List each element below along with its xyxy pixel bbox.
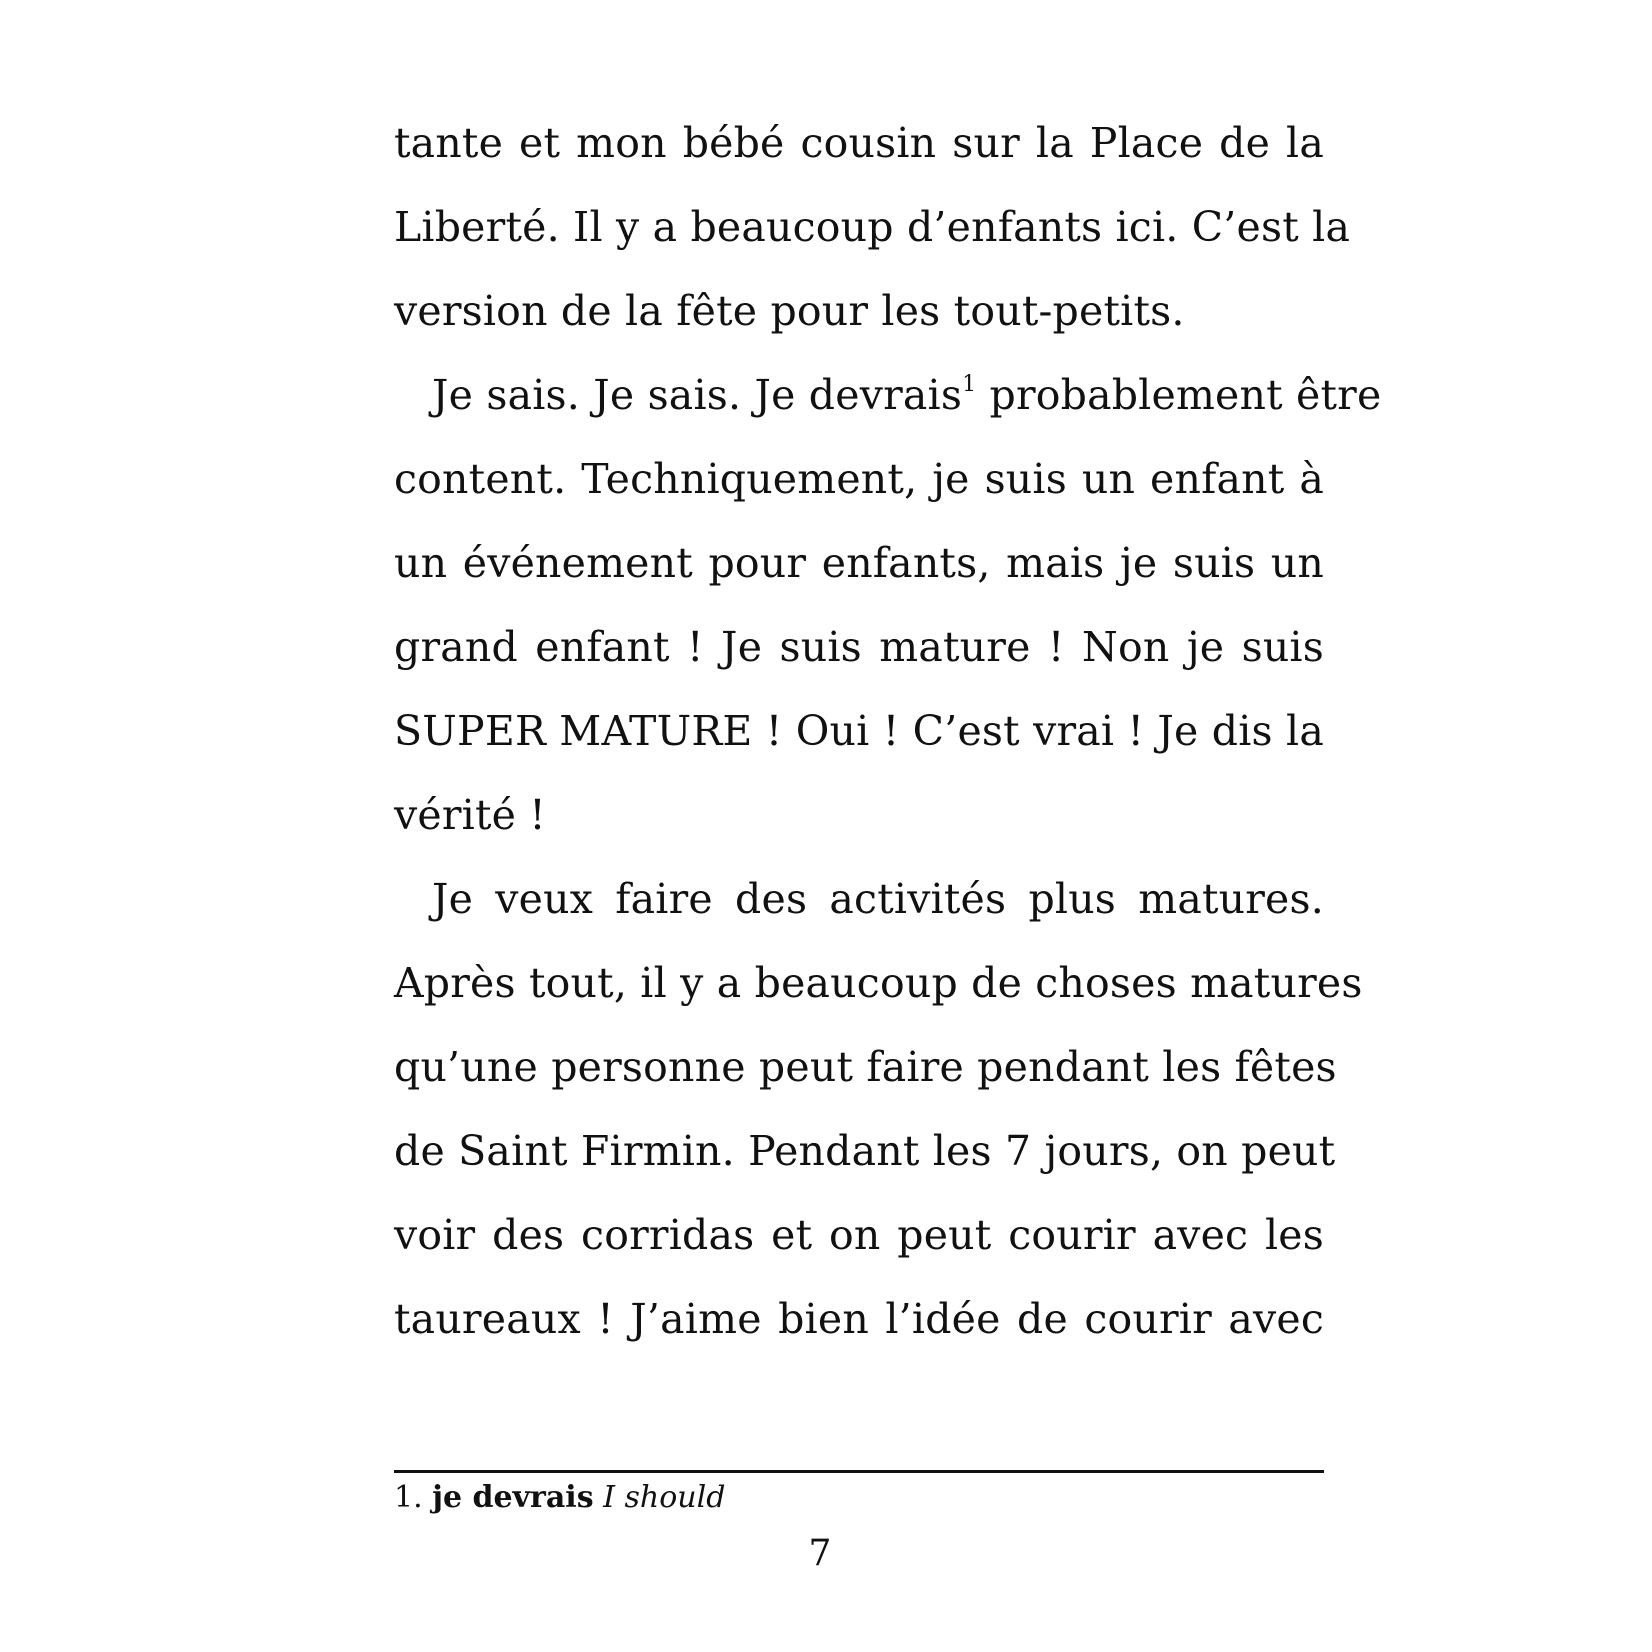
text-line: grand enfant ! Je suis mature ! Non je suis: [394, 623, 1324, 671]
footnote-number: 1.: [394, 1480, 423, 1515]
text-line-with-footnote-ref: [432, 350, 1382, 440]
text-line: tante et mon bébé cousin sur la Place de la: [394, 119, 1324, 167]
footnote: [394, 1478, 725, 1518]
text-fragment: probablement être: [989, 371, 1382, 419]
footnote-term: je devrais: [432, 1480, 594, 1515]
footnote-divider: [394, 1470, 1324, 1473]
footnote-translation: I should: [603, 1480, 726, 1515]
text-line: Après tout, il y a beaucoup de choses matures: [394, 959, 1363, 1007]
text-line: SUPER MATURE ! Oui ! C’est vrai ! Je dis la: [394, 707, 1324, 755]
text-line: qu’une personne peut faire pendant les fêtes: [394, 1043, 1337, 1091]
text-line: vérité !: [394, 791, 546, 839]
text-line: version de la fête pour les tout-petits.: [394, 287, 1185, 335]
text-line: voir des corridas et on peut courir avec les: [394, 1211, 1324, 1259]
text-line: un événement pour enfants, mais je suis un: [394, 539, 1324, 587]
page-number: 7: [808, 1533, 832, 1574]
text-line: de Saint Firmin. Pendant les 7 jours, on peut: [394, 1127, 1336, 1175]
text-fragment: Je sais. Je sais. Je devrais: [432, 371, 963, 419]
text-line: Je veux faire des activités plus matures.: [432, 875, 1324, 923]
text-line: taureaux ! J’aime bien l’idée de courir avec: [394, 1295, 1324, 1343]
text-line: Liberté. Il y a beaucoup d’enfants ici. C’est la: [394, 203, 1351, 251]
text-line: content. Techniquement, je suis un enfant à: [394, 455, 1324, 503]
footnote-reference: 1: [962, 372, 977, 397]
